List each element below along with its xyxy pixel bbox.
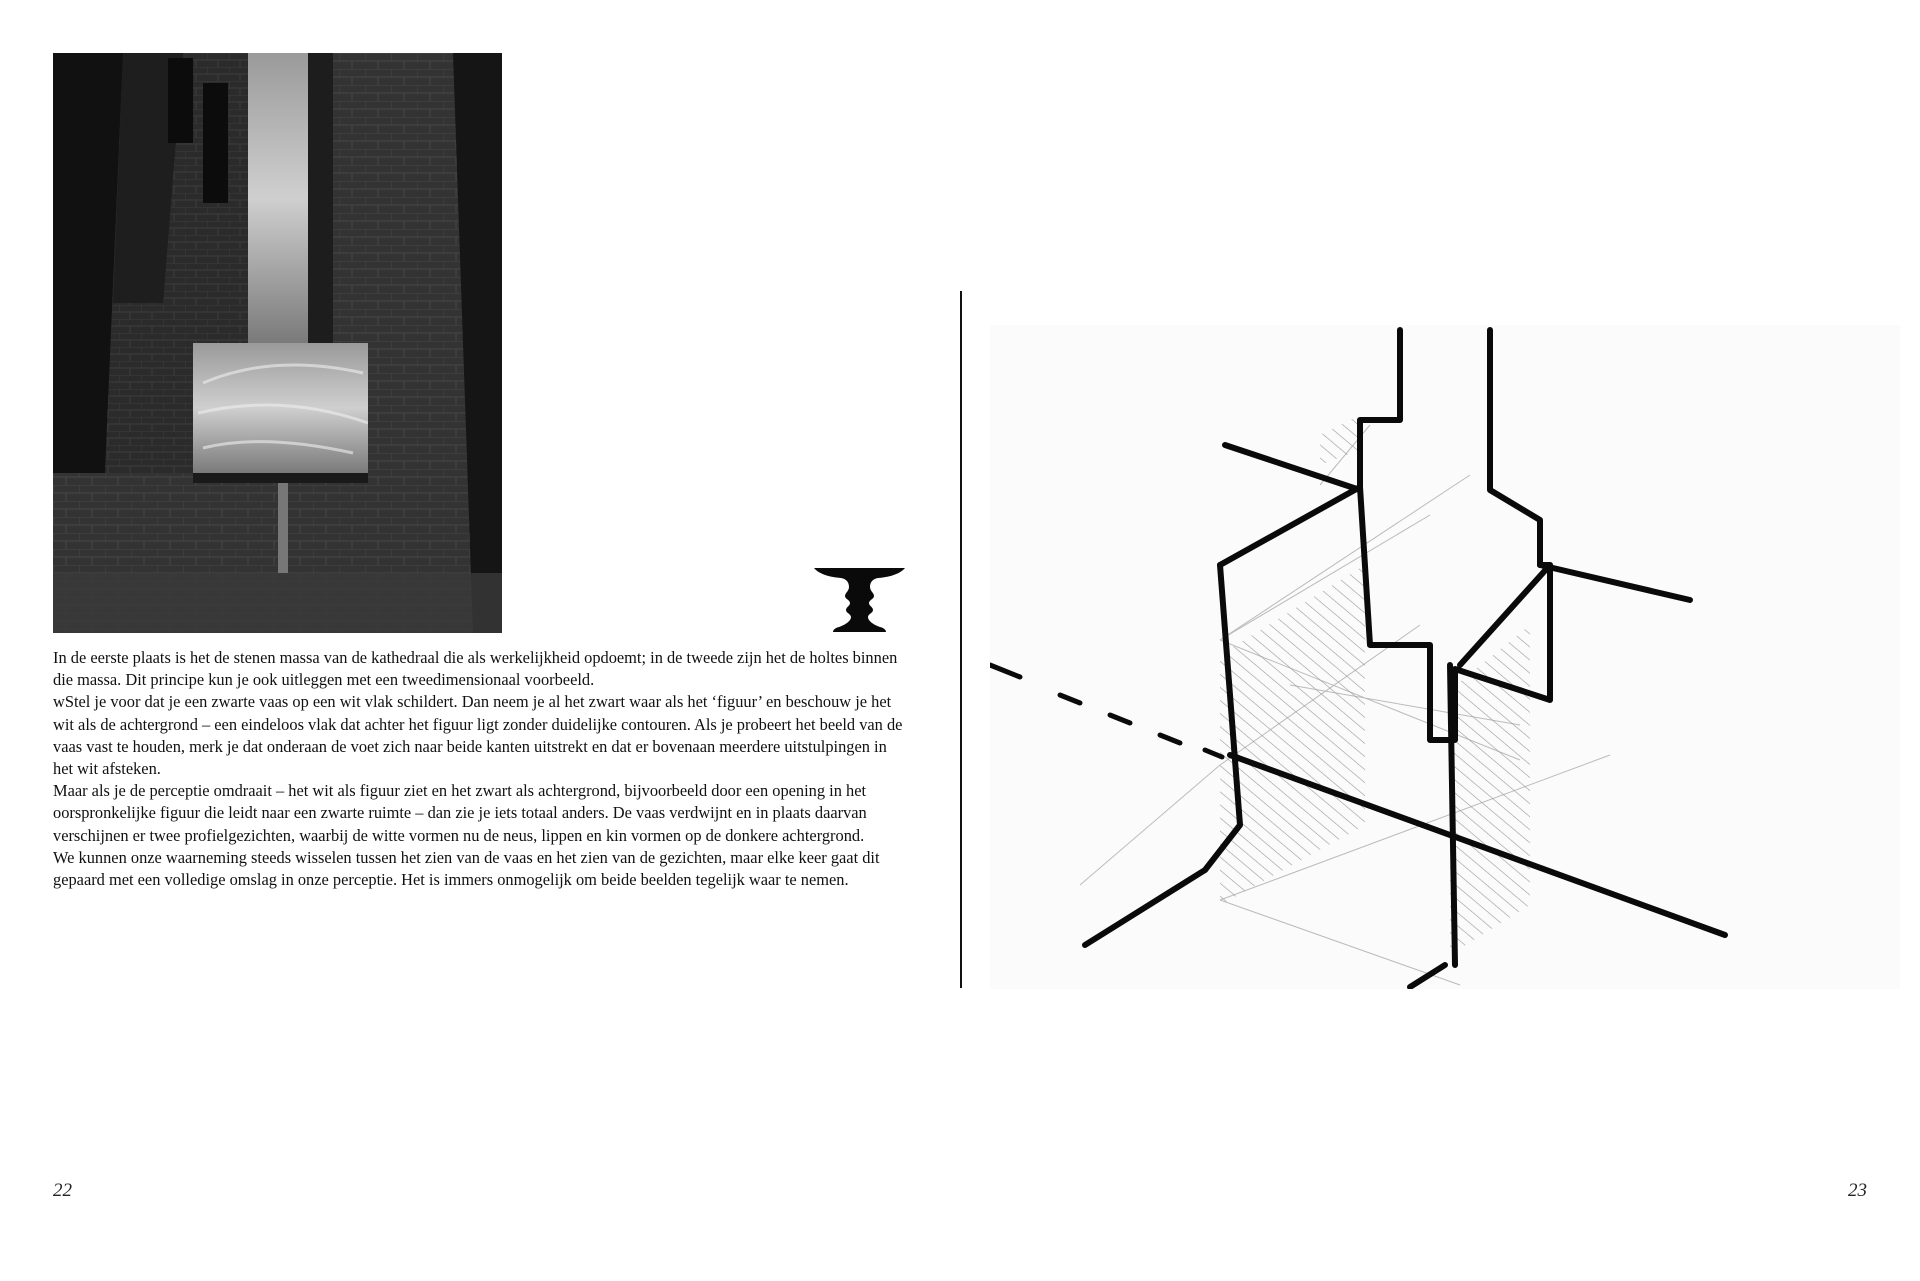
page-number-left: 22: [53, 1180, 72, 1201]
cathedral-courtyard-photo: [53, 53, 502, 633]
rubin-vase-icon: [812, 566, 907, 633]
paragraph-4: We kunnen onze waarneming steeds wisselen tussen het zien van de vaas en het zien van de gezichten, maar elke keer gaat dit gepaard met een volledige omslag in onze perceptie. Het is immers onmogelijk om beide beelden tegelijk waar te nemen.: [53, 847, 880, 890]
architectural-line-sketch: [990, 325, 1900, 989]
vertical-rule: [960, 291, 962, 988]
page-number-right: 23: [1848, 1180, 1867, 1201]
paragraph-1: In de eerste plaats is het de stenen massa van de kathedraal die als werkelijkheid opdoemt; in de tweede zijn het de holtes binnen die massa. Dit principe kun je ook uitleggen met een tweedimensionaal voorbeeld.: [53, 648, 898, 690]
paragraph-2: wStel je voor dat je een zwarte vaas op een wit vlak schildert. Dan neem je al het zwart waar als het ‘figuur’ en beschouw je het wit als de achtergrond – een eindeloos vlak dat achter het figuur ligt zonder duidelijke contouren. Als je probeert het beeld van de vaas vast te houden, merk je dat onderaan de voet zich naar beide kanten uitstrekt en dat er bovenaan meerdere uitstulpingen in het wit afsteken.: [53, 692, 903, 779]
paragraph-3: Maar als je de perceptie omdraait – het wit als figuur ziet en het zwart als achtergrond, bijvoorbeeld door een opening in het oorspronkelijke figuur die leidt naar een zwarte ruimte – dan zie je iets totaal anders. De vaas verdwijnt en in plaats daarvan verschijnen er twee profielgezichten, waarbij de witte vormen nu de neus, lippen en kin vormen op de donkere achtergrond.: [53, 781, 867, 845]
body-text: [53, 647, 905, 891]
